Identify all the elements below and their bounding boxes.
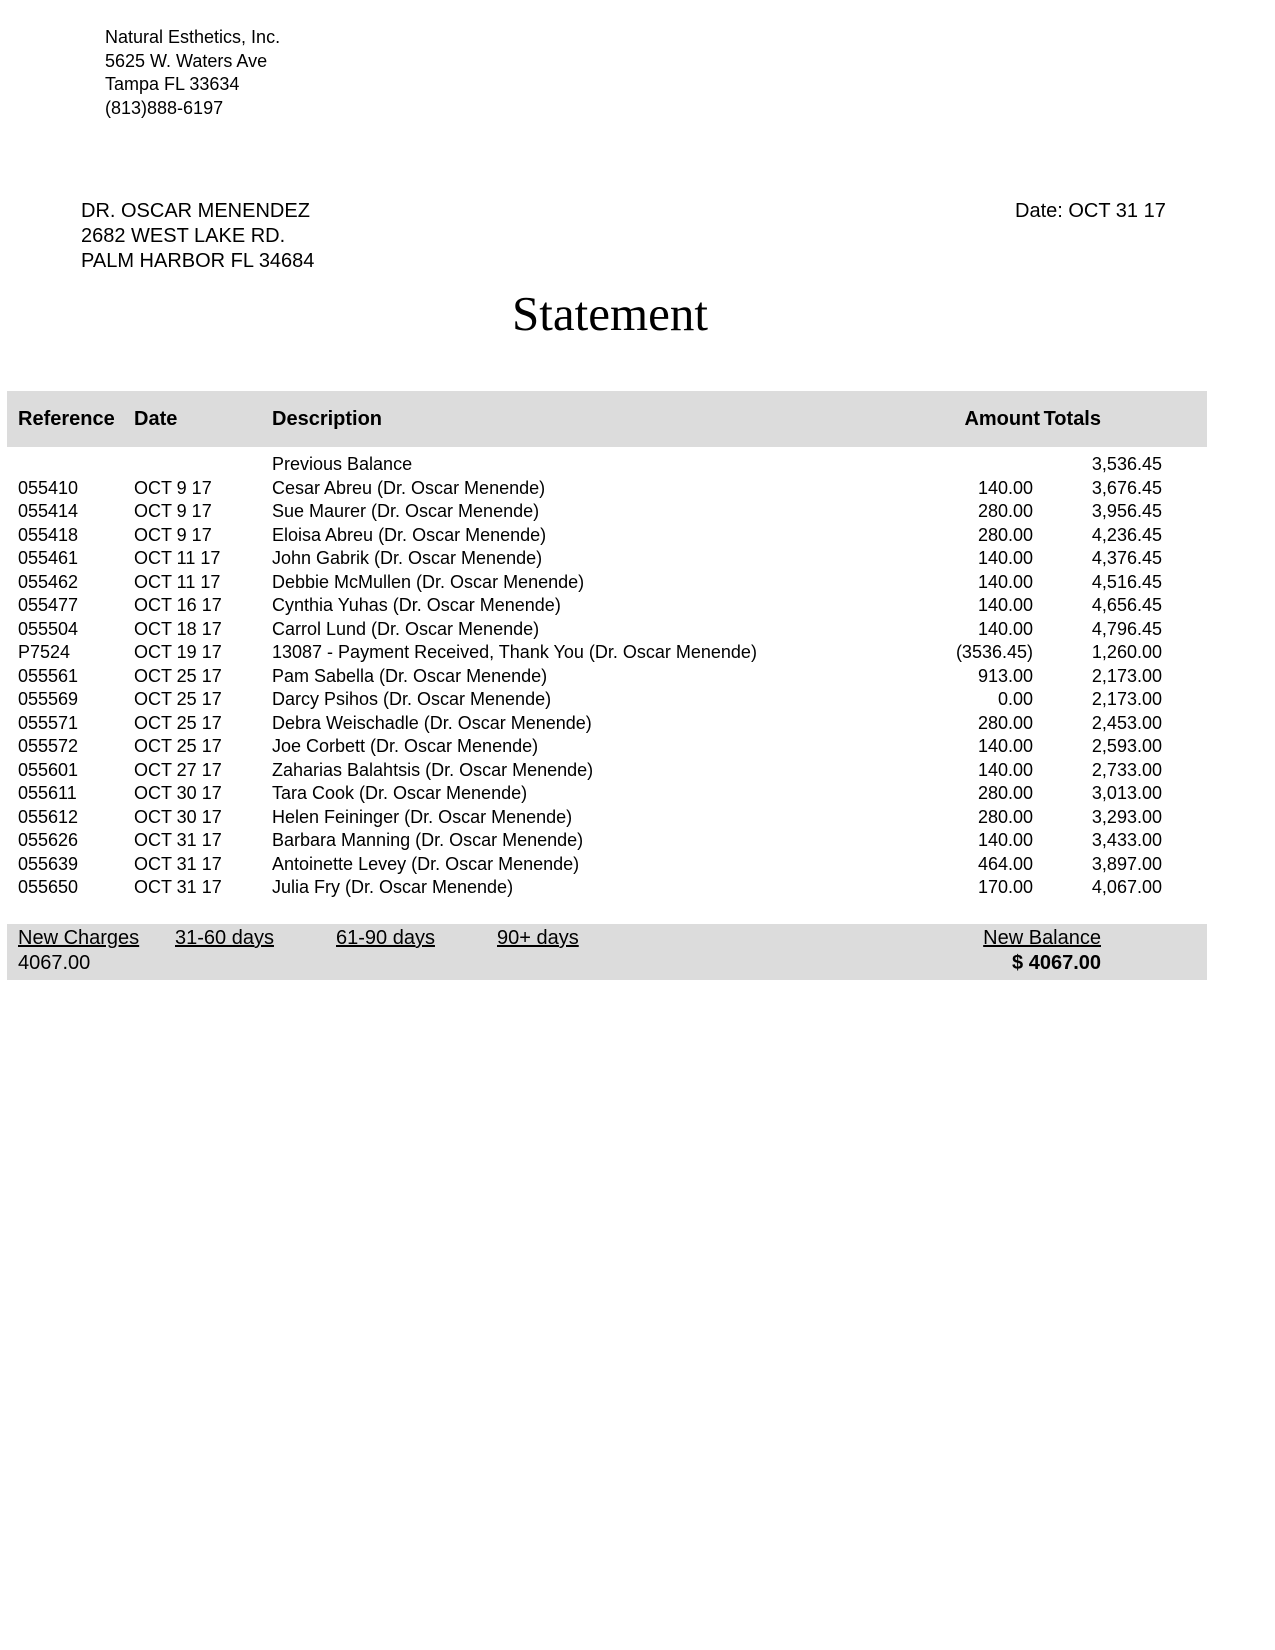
row-date: OCT 27 17 (134, 759, 222, 780)
row-total: 4,236.45 (1091, 524, 1162, 545)
bill-to-name: DR. OSCAR MENENDEZ (81, 200, 310, 222)
page-title: Statement (512, 286, 708, 341)
table-row (0, 618, 1275, 642)
row-total: 2,593.00 (1091, 736, 1162, 756)
table-row (0, 641, 1275, 665)
row-reference: 055410 (18, 477, 79, 498)
days-31-60-link[interactable]: 31-60 days (175, 927, 274, 949)
row-reference: 055571 (18, 712, 79, 733)
row-description: John Gabrik (Dr. Oscar Menende) (272, 548, 543, 568)
table-row (0, 876, 1275, 900)
row-amount: 140.00 (977, 595, 1033, 615)
row-reference: 055612 (18, 806, 79, 827)
header-amount: Amount (964, 408, 1040, 430)
row-date: OCT 31 17 (134, 877, 222, 897)
new-balance-link[interactable]: New Balance (983, 927, 1101, 949)
row-reference: 055611 (18, 783, 77, 803)
row-amount: 280.00 (977, 524, 1033, 545)
row-date: OCT 9 17 (134, 524, 212, 545)
row-description: Carrol Lund (Dr. Oscar Menende) (272, 618, 540, 639)
row-reference: 055461 (18, 548, 79, 568)
row-total: 3,433.00 (1091, 830, 1162, 850)
table-row (0, 688, 1275, 712)
row-reference: 055561 (18, 665, 79, 686)
row-reference: 055639 (18, 853, 79, 874)
row-amount: 140.00 (977, 830, 1033, 850)
row-total: 3,013.00 (1091, 783, 1162, 803)
row-description: Eloisa Abreu (Dr. Oscar Menende) (272, 524, 547, 545)
row-amount: 913.00 (977, 665, 1033, 686)
row-description: Sue Maurer (Dr. Oscar Menende) (272, 501, 540, 521)
company-city: Tampa FL 33634 (105, 74, 240, 94)
statement-table-body (0, 453, 1275, 900)
row-total: 4,656.45 (1091, 595, 1162, 615)
row-description: Joe Corbett (Dr. Oscar Menende) (272, 736, 539, 756)
row-reference: 055650 (18, 877, 79, 897)
row-total: 2,173.00 (1091, 689, 1162, 709)
days-90-plus-link[interactable]: 90+ days (497, 927, 579, 949)
row-date: OCT 30 17 (134, 806, 222, 827)
row-amount: 280.00 (977, 501, 1033, 521)
table-row (0, 735, 1275, 759)
new-balance-value: $ 4067.00 (1012, 952, 1101, 974)
row-total: 4,796.45 (1091, 618, 1162, 639)
bill-to-street: 2682 WEST LAKE RD. (81, 225, 286, 247)
row-amount: 280.00 (977, 783, 1033, 803)
row-amount: 140.00 (977, 477, 1033, 498)
table-row (0, 759, 1275, 783)
row-amount: 140.00 (977, 759, 1033, 780)
table-row (0, 477, 1275, 501)
row-total: 3,536.45 (1091, 454, 1162, 474)
header-reference: Reference (18, 408, 115, 430)
header-date: Date (134, 408, 178, 430)
company-name: Natural Esthetics, Inc. (105, 27, 281, 47)
row-reference: 055601 (18, 759, 79, 780)
row-total: 4,376.45 (1091, 548, 1162, 568)
row-description: Pam Sabella (Dr. Oscar Menende) (272, 665, 548, 686)
row-total: 3,293.00 (1091, 806, 1162, 827)
row-amount: 280.00 (977, 806, 1033, 827)
row-description: Darcy Psihos (Dr. Oscar Menende) (272, 689, 552, 709)
row-reference: 055569 (18, 689, 79, 709)
new-charges-value: 4067.00 (18, 952, 91, 974)
days-61-90-link[interactable]: 61-90 days (336, 927, 435, 949)
bill-to-address-block (81, 199, 314, 274)
table-row (0, 782, 1275, 806)
row-date: OCT 30 17 (134, 783, 222, 803)
table-row (0, 806, 1275, 830)
row-date: OCT 9 17 (134, 477, 212, 498)
company-address-block (105, 26, 280, 120)
row-date: OCT 31 17 (134, 830, 222, 850)
row-description: Debra Weischadle (Dr. Oscar Menende) (272, 712, 592, 733)
row-amount: 140.00 (977, 571, 1033, 592)
summary-footer (7, 924, 1207, 980)
row-reference: P7524 (18, 642, 71, 662)
row-description: 13087 - Payment Received, Thank You (Dr. Oscar Menende) (272, 642, 757, 662)
row-total: 3,676.45 (1091, 477, 1162, 498)
table-row (0, 453, 1275, 477)
row-date: OCT 25 17 (134, 665, 222, 686)
row-description: Antoinette Levey (Dr. Oscar Menende) (272, 853, 580, 874)
row-date: OCT 25 17 (134, 736, 222, 756)
row-date: OCT 31 17 (134, 853, 222, 874)
row-reference: 055572 (18, 736, 79, 756)
table-row (0, 665, 1275, 689)
table-row (0, 594, 1275, 618)
table-row (0, 853, 1275, 877)
row-amount: 170.00 (977, 877, 1033, 897)
row-date: OCT 9 17 (134, 501, 212, 521)
row-description: Debbie McMullen (Dr. Oscar Menende) (272, 571, 585, 592)
company-street: 5625 W. Waters Ave (105, 50, 268, 71)
row-amount: 140.00 (977, 618, 1033, 639)
header-totals: Totals (1043, 408, 1101, 430)
table-row (0, 571, 1275, 595)
table-row (0, 524, 1275, 548)
row-amount: 140.00 (977, 548, 1033, 568)
row-total: 4,067.00 (1091, 877, 1162, 897)
row-amount: 140.00 (977, 736, 1033, 756)
table-row (0, 500, 1275, 524)
row-total: 3,956.45 (1091, 501, 1162, 521)
row-description: Helen Feininger (Dr. Oscar Menende) (272, 806, 573, 827)
row-amount: 464.00 (977, 853, 1033, 874)
row-description: Cynthia Yuhas (Dr. Oscar Menende) (272, 595, 561, 615)
row-amount: 280.00 (977, 712, 1033, 733)
row-date: OCT 16 17 (134, 595, 222, 615)
row-description: Julia Fry (Dr. Oscar Menende) (272, 877, 514, 897)
table-row (0, 547, 1275, 571)
header-description: Description (272, 408, 383, 430)
row-total: 4,516.45 (1091, 571, 1162, 592)
row-description: Previous Balance (272, 454, 413, 474)
row-total: 2,733.00 (1091, 759, 1162, 780)
row-date: OCT 11 17 (134, 571, 221, 592)
row-reference: 055418 (18, 524, 79, 545)
row-date: OCT 25 17 (134, 712, 222, 733)
row-description: Cesar Abreu (Dr. Oscar Menende) (272, 477, 546, 498)
row-amount: 0.00 (997, 689, 1033, 709)
bill-to-city: PALM HARBOR FL 34684 (81, 250, 315, 272)
statement-date: Date: OCT 31 17 (1015, 200, 1166, 222)
row-date: OCT 25 17 (134, 689, 222, 709)
row-description: Tara Cook (Dr. Oscar Menende) (272, 783, 528, 803)
company-phone: (813)888-6197 (105, 97, 224, 118)
row-reference: 055414 (18, 501, 79, 521)
new-charges-link[interactable]: New Charges (18, 927, 140, 949)
row-description: Zaharias Balahtsis (Dr. Oscar Menende) (272, 759, 594, 780)
row-date: OCT 19 17 (134, 642, 222, 662)
row-reference: 055477 (18, 595, 79, 615)
table-header (7, 391, 1207, 447)
row-total: 2,173.00 (1091, 665, 1162, 686)
row-amount: (3536.45) (955, 642, 1033, 662)
row-total: 1,260.00 (1091, 642, 1162, 662)
row-total: 2,453.00 (1091, 712, 1162, 733)
row-description: Barbara Manning (Dr. Oscar Menende) (272, 830, 584, 850)
table-row (0, 829, 1275, 853)
row-date: OCT 18 17 (134, 618, 222, 639)
row-reference: 055504 (18, 618, 79, 639)
row-date: OCT 11 17 (134, 548, 221, 568)
row-total: 3,897.00 (1091, 853, 1162, 874)
table-row (0, 712, 1275, 736)
row-reference: 055462 (18, 571, 79, 592)
row-reference: 055626 (18, 830, 79, 850)
